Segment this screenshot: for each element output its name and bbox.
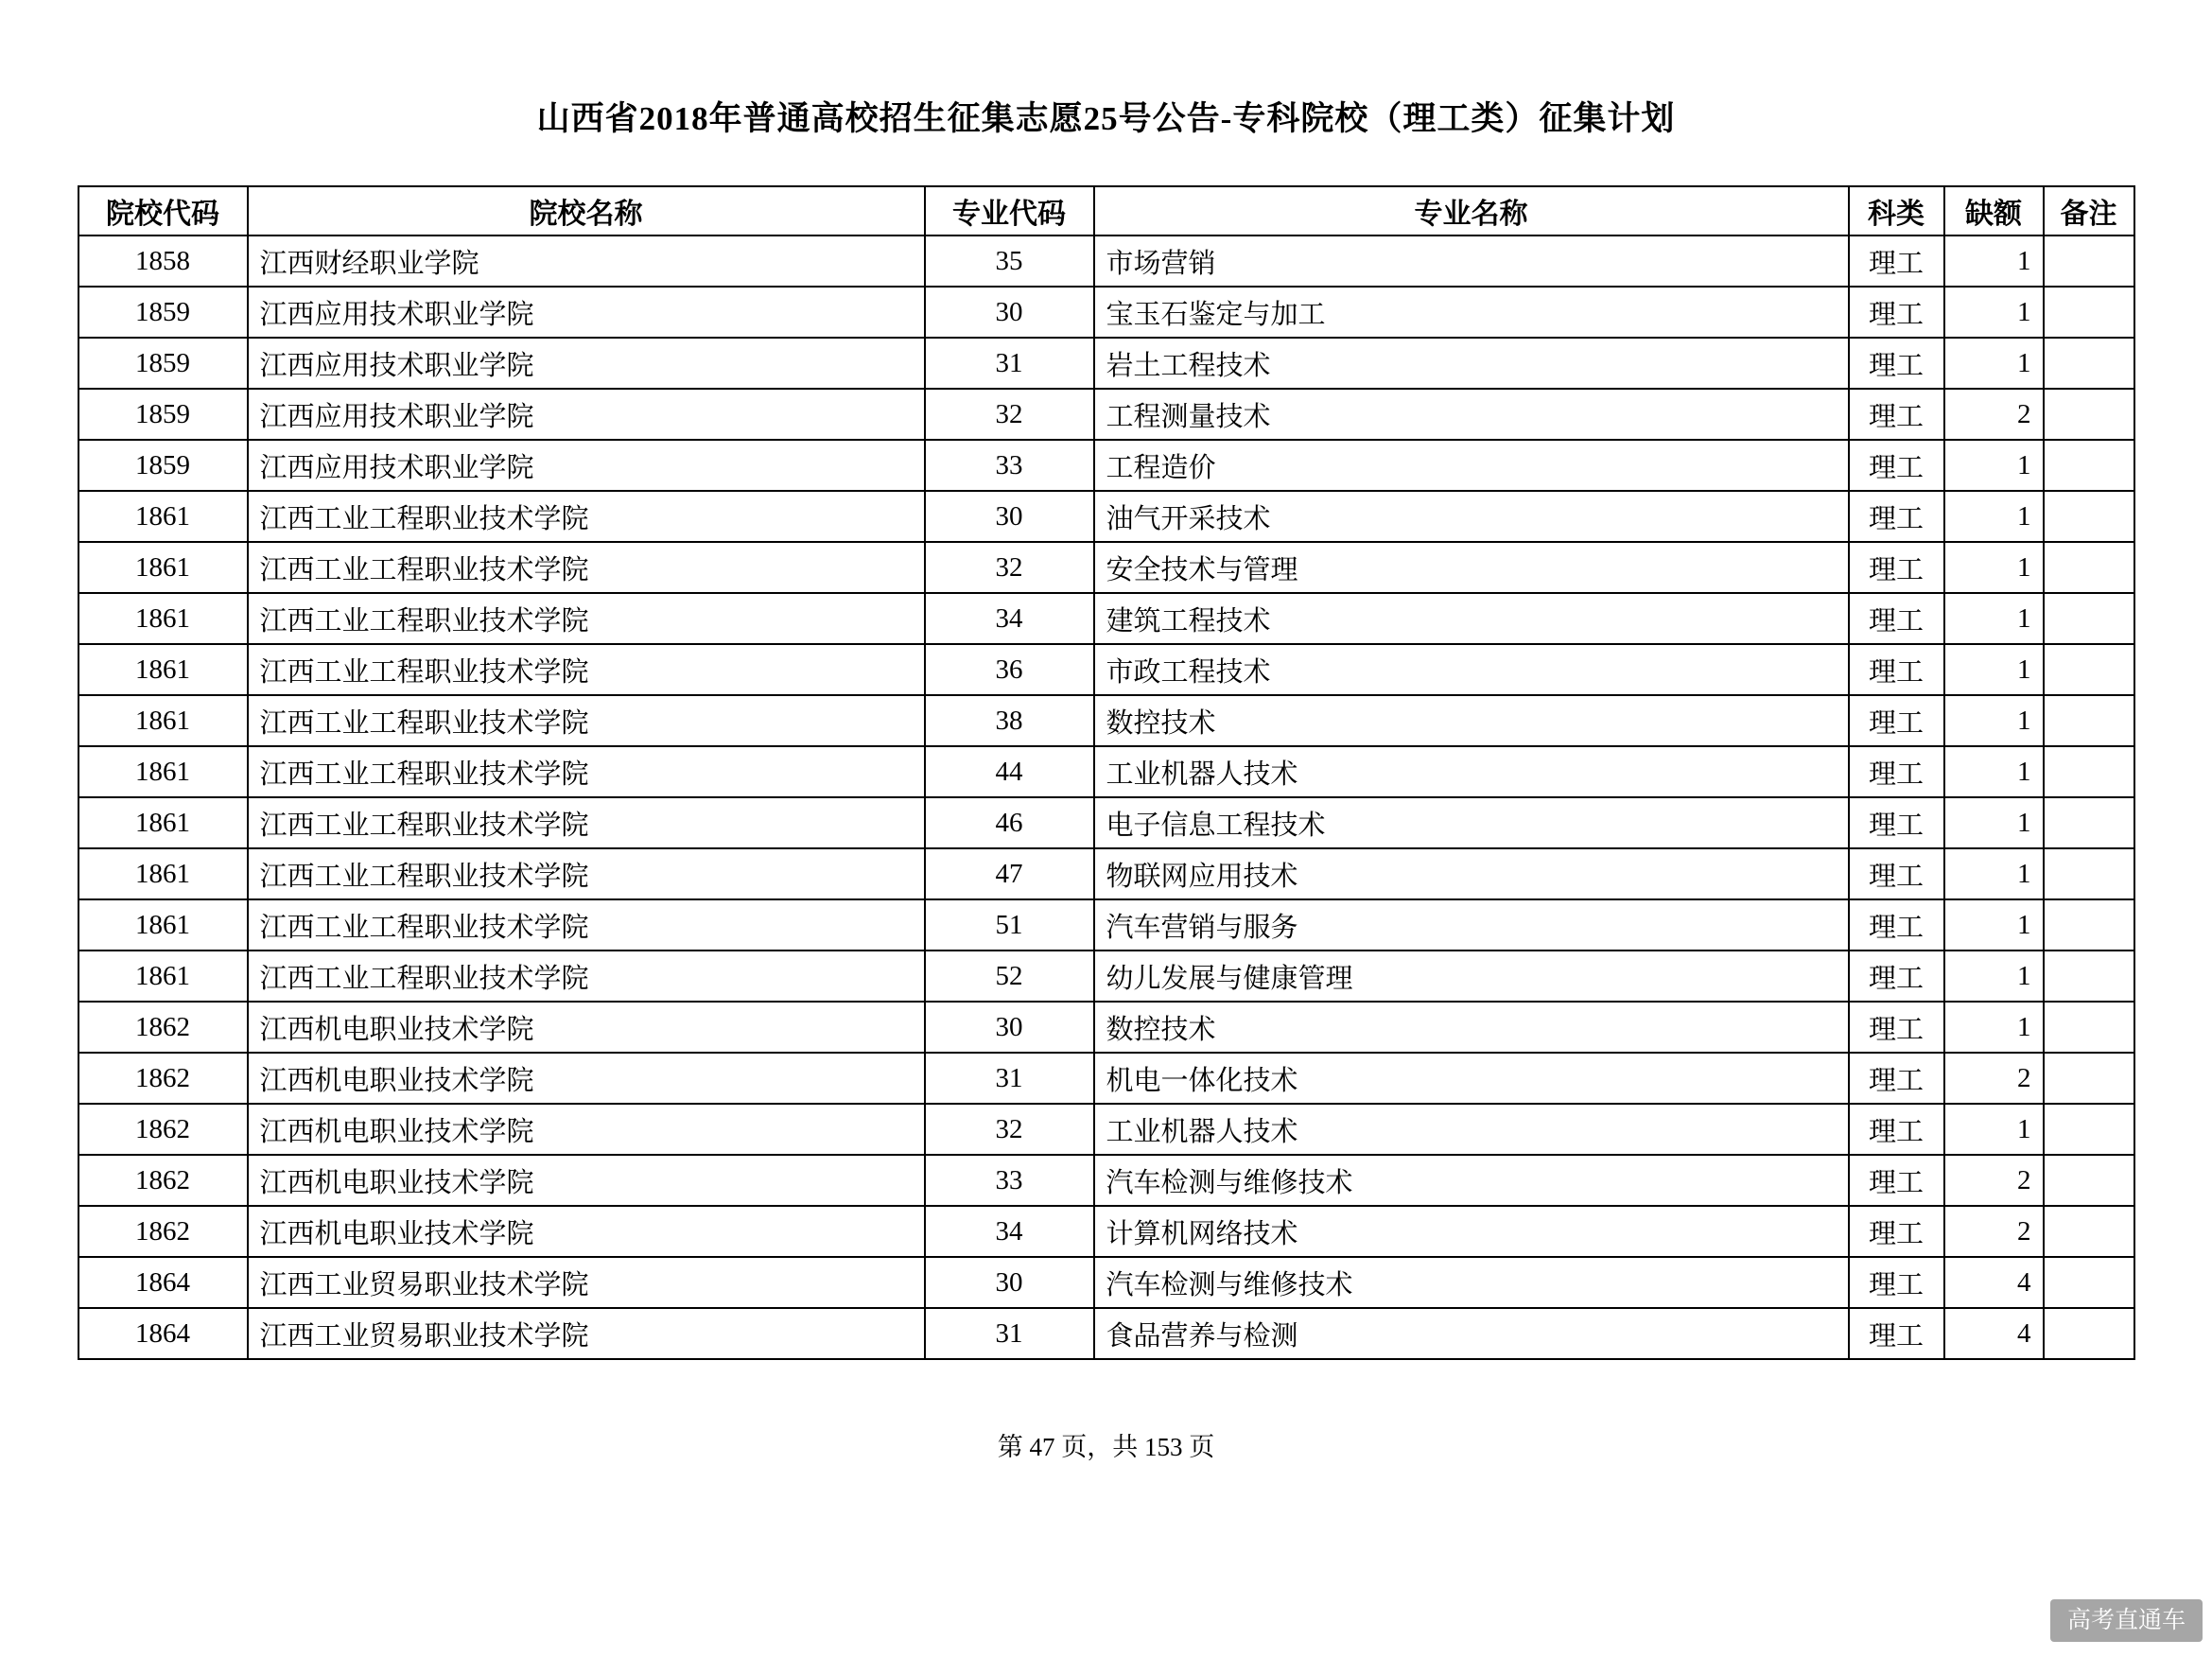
subject-category-cell: 理工 <box>1849 542 1944 593</box>
remark-cell <box>2044 440 2134 491</box>
college-name-cell: 江西应用技术职业学院 <box>248 287 925 338</box>
remark-cell <box>2044 542 2134 593</box>
college-code-cell: 1859 <box>78 287 248 338</box>
major-code-cell: 44 <box>925 746 1094 797</box>
college-code-cell: 1859 <box>78 440 248 491</box>
major-name-cell: 汽车检测与维修技术 <box>1094 1155 1849 1206</box>
page-number: 第 47 页，共 153 页 <box>997 1433 1215 1461</box>
major-code-cell: 30 <box>925 1002 1094 1053</box>
subject-category-cell: 理工 <box>1849 1257 1944 1308</box>
major-name-cell: 幼儿发展与健康管理 <box>1094 951 1849 1002</box>
college-code-cell: 1862 <box>78 1053 248 1104</box>
table-header <box>78 186 2134 235</box>
col-header-vacancy: 缺额 <box>1944 186 2044 235</box>
subject-category-cell: 理工 <box>1849 389 1944 440</box>
subject-category-cell: 理工 <box>1849 1002 1944 1053</box>
table-row <box>78 899 2134 951</box>
remark-cell <box>2044 1002 2134 1053</box>
remark-cell <box>2044 389 2134 440</box>
table-row <box>78 235 2134 287</box>
college-name-cell: 江西工业工程职业技术学院 <box>248 593 925 644</box>
college-name-cell: 江西机电职业技术学院 <box>248 1002 925 1053</box>
major-name-cell: 汽车检测与维修技术 <box>1094 1257 1849 1308</box>
college-name-cell: 江西工业工程职业技术学院 <box>248 746 925 797</box>
major-code-cell: 35 <box>925 235 1094 287</box>
vacancy-cell: 1 <box>1944 1002 2044 1053</box>
vacancy-cell: 1 <box>1944 593 2044 644</box>
header-row <box>78 186 2134 235</box>
table-row <box>78 695 2134 746</box>
remark-cell <box>2044 338 2134 389</box>
college-code-cell: 1861 <box>78 542 248 593</box>
major-name-cell: 汽车营销与服务 <box>1094 899 1849 951</box>
major-name-cell: 市场营销 <box>1094 235 1849 287</box>
subject-category-cell: 理工 <box>1849 338 1944 389</box>
remark-cell <box>2044 1257 2134 1308</box>
subject-category-cell: 理工 <box>1849 491 1944 542</box>
college-code-cell: 1861 <box>78 951 248 1002</box>
major-name-cell: 数控技术 <box>1094 1002 1849 1053</box>
vacancy-cell: 1 <box>1944 797 2044 848</box>
college-name-cell: 江西工业工程职业技术学院 <box>248 848 925 899</box>
college-code-cell: 1861 <box>78 746 248 797</box>
college-code-cell: 1861 <box>78 644 248 695</box>
college-name-cell: 江西工业工程职业技术学院 <box>248 491 925 542</box>
major-code-cell: 31 <box>925 1053 1094 1104</box>
table-row <box>78 1053 2134 1104</box>
vacancy-cell: 1 <box>1944 338 2044 389</box>
college-name-cell: 江西机电职业技术学院 <box>248 1053 925 1104</box>
college-code-cell: 1861 <box>78 695 248 746</box>
vacancy-cell: 1 <box>1944 644 2044 695</box>
college-name-cell: 江西工业工程职业技术学院 <box>248 695 925 746</box>
college-code-cell: 1862 <box>78 1104 248 1155</box>
major-name-cell: 市政工程技术 <box>1094 644 1849 695</box>
remark-cell <box>2044 695 2134 746</box>
college-code-cell: 1864 <box>78 1257 248 1308</box>
college-code-cell: 1858 <box>78 235 248 287</box>
major-code-cell: 30 <box>925 491 1094 542</box>
major-code-cell: 36 <box>925 644 1094 695</box>
remark-cell <box>2044 848 2134 899</box>
major-name-cell: 油气开采技术 <box>1094 491 1849 542</box>
major-name-cell: 安全技术与管理 <box>1094 542 1849 593</box>
major-name-cell: 机电一体化技术 <box>1094 1053 1849 1104</box>
college-name-cell: 江西工业贸易职业技术学院 <box>248 1257 925 1308</box>
major-code-cell: 32 <box>925 1104 1094 1155</box>
major-name-cell: 工业机器人技术 <box>1094 746 1849 797</box>
col-header-subject-category: 科类 <box>1849 186 1944 235</box>
col-header-college-name: 院校名称 <box>248 186 925 235</box>
major-name-cell: 建筑工程技术 <box>1094 593 1849 644</box>
subject-category-cell: 理工 <box>1849 899 1944 951</box>
subject-category-cell: 理工 <box>1849 951 1944 1002</box>
major-code-cell: 30 <box>925 287 1094 338</box>
subject-category-cell: 理工 <box>1849 746 1944 797</box>
subject-category-cell: 理工 <box>1849 235 1944 287</box>
remark-cell <box>2044 235 2134 287</box>
college-code-cell: 1864 <box>78 1308 248 1359</box>
remark-cell <box>2044 1053 2134 1104</box>
major-code-cell: 51 <box>925 899 1094 951</box>
vacancy-cell: 1 <box>1944 542 2044 593</box>
remark-cell <box>2044 287 2134 338</box>
table-row <box>78 389 2134 440</box>
major-code-cell: 31 <box>925 338 1094 389</box>
subject-category-cell: 理工 <box>1849 1053 1944 1104</box>
table-body <box>78 235 2134 1359</box>
page-title: 山西省2018年普通高校招生征集志愿25号公告-专科院校（理工类）征集计划 <box>536 100 1676 137</box>
subject-category-cell: 理工 <box>1849 1155 1944 1206</box>
remark-cell <box>2044 951 2134 1002</box>
subject-category-cell: 理工 <box>1849 644 1944 695</box>
vacancy-cell: 1 <box>1944 848 2044 899</box>
college-name-cell: 江西应用技术职业学院 <box>248 389 925 440</box>
vacancy-cell: 1 <box>1944 491 2044 542</box>
college-code-cell: 1862 <box>78 1155 248 1206</box>
major-code-cell: 31 <box>925 1308 1094 1359</box>
remark-cell <box>2044 644 2134 695</box>
vacancy-cell: 1 <box>1944 1104 2044 1155</box>
vacancy-cell: 1 <box>1944 440 2044 491</box>
major-code-cell: 33 <box>925 440 1094 491</box>
major-code-cell: 32 <box>925 542 1094 593</box>
subject-category-cell: 理工 <box>1849 848 1944 899</box>
major-name-cell: 工程造价 <box>1094 440 1849 491</box>
table-row <box>78 1155 2134 1206</box>
vacancy-cell: 2 <box>1944 1206 2044 1257</box>
subject-category-cell: 理工 <box>1849 1206 1944 1257</box>
watermark-badge: 高考直通车 <box>2050 1599 2203 1642</box>
remark-cell <box>2044 746 2134 797</box>
table-row <box>78 593 2134 644</box>
subject-category-cell: 理工 <box>1849 797 1944 848</box>
college-name-cell: 江西机电职业技术学院 <box>248 1155 925 1206</box>
college-code-cell: 1859 <box>78 338 248 389</box>
col-header-college-code: 院校代码 <box>78 186 248 235</box>
vacancy-cell: 1 <box>1944 287 2044 338</box>
major-code-cell: 33 <box>925 1155 1094 1206</box>
college-name-cell: 江西财经职业学院 <box>248 235 925 287</box>
table-row <box>78 1308 2134 1359</box>
college-code-cell: 1861 <box>78 899 248 951</box>
remark-cell <box>2044 1104 2134 1155</box>
table-row <box>78 1206 2134 1257</box>
table-row <box>78 440 2134 491</box>
table-row <box>78 542 2134 593</box>
major-name-cell: 数控技术 <box>1094 695 1849 746</box>
admission-table <box>78 185 2135 1360</box>
college-name-cell: 江西工业工程职业技术学院 <box>248 644 925 695</box>
college-name-cell: 江西工业工程职业技术学院 <box>248 542 925 593</box>
major-name-cell: 工业机器人技术 <box>1094 1104 1849 1155</box>
college-code-cell: 1862 <box>78 1002 248 1053</box>
vacancy-cell: 1 <box>1944 235 2044 287</box>
subject-category-cell: 理工 <box>1849 695 1944 746</box>
major-code-cell: 32 <box>925 389 1094 440</box>
subject-category-cell: 理工 <box>1849 1308 1944 1359</box>
vacancy-cell: 1 <box>1944 951 2044 1002</box>
table-row <box>78 848 2134 899</box>
major-code-cell: 46 <box>925 797 1094 848</box>
table-row <box>78 1002 2134 1053</box>
remark-cell <box>2044 491 2134 542</box>
college-name-cell: 江西工业工程职业技术学院 <box>248 797 925 848</box>
subject-category-cell: 理工 <box>1849 287 1944 338</box>
table-row <box>78 491 2134 542</box>
vacancy-cell: 2 <box>1944 1053 2044 1104</box>
vacancy-cell: 2 <box>1944 1155 2044 1206</box>
vacancy-cell: 1 <box>1944 746 2044 797</box>
vacancy-cell: 4 <box>1944 1308 2044 1359</box>
subject-category-cell: 理工 <box>1849 1104 1944 1155</box>
college-name-cell: 江西机电职业技术学院 <box>248 1206 925 1257</box>
subject-category-cell: 理工 <box>1849 593 1944 644</box>
table-row <box>78 746 2134 797</box>
remark-cell <box>2044 797 2134 848</box>
college-code-cell: 1861 <box>78 491 248 542</box>
college-code-cell: 1859 <box>78 389 248 440</box>
table-row <box>78 287 2134 338</box>
table-row <box>78 951 2134 1002</box>
major-code-cell: 34 <box>925 593 1094 644</box>
college-name-cell: 江西工业工程职业技术学院 <box>248 951 925 1002</box>
col-header-major-code: 专业代码 <box>925 186 1094 235</box>
remark-cell <box>2044 1308 2134 1359</box>
major-code-cell: 38 <box>925 695 1094 746</box>
major-name-cell: 食品营养与检测 <box>1094 1308 1849 1359</box>
document-page <box>0 93 2212 1657</box>
college-code-cell: 1861 <box>78 593 248 644</box>
table-row <box>78 1104 2134 1155</box>
major-name-cell: 工程测量技术 <box>1094 389 1849 440</box>
college-name-cell: 江西工业贸易职业技术学院 <box>248 1308 925 1359</box>
major-code-cell: 34 <box>925 1206 1094 1257</box>
col-header-major-name: 专业名称 <box>1094 186 1849 235</box>
remark-cell <box>2044 1206 2134 1257</box>
college-name-cell: 江西应用技术职业学院 <box>248 440 925 491</box>
table-row <box>78 338 2134 389</box>
college-name-cell: 江西应用技术职业学院 <box>248 338 925 389</box>
remark-cell <box>2044 899 2134 951</box>
major-code-cell: 47 <box>925 848 1094 899</box>
major-name-cell: 电子信息工程技术 <box>1094 797 1849 848</box>
col-header-remark: 备注 <box>2044 186 2134 235</box>
vacancy-cell: 2 <box>1944 389 2044 440</box>
college-code-cell: 1861 <box>78 797 248 848</box>
major-name-cell: 计算机网络技术 <box>1094 1206 1849 1257</box>
vacancy-cell: 4 <box>1944 1257 2044 1308</box>
major-name-cell: 岩土工程技术 <box>1094 338 1849 389</box>
college-code-cell: 1861 <box>78 848 248 899</box>
vacancy-cell: 1 <box>1944 899 2044 951</box>
college-name-cell: 江西工业工程职业技术学院 <box>248 899 925 951</box>
subject-category-cell: 理工 <box>1849 440 1944 491</box>
major-name-cell: 物联网应用技术 <box>1094 848 1849 899</box>
table-row <box>78 797 2134 848</box>
major-code-cell: 30 <box>925 1257 1094 1308</box>
vacancy-cell: 1 <box>1944 695 2044 746</box>
remark-cell <box>2044 1155 2134 1206</box>
remark-cell <box>2044 593 2134 644</box>
college-name-cell: 江西机电职业技术学院 <box>248 1104 925 1155</box>
table-row <box>78 644 2134 695</box>
major-name-cell: 宝玉石鉴定与加工 <box>1094 287 1849 338</box>
table-row <box>78 1257 2134 1308</box>
college-code-cell: 1862 <box>78 1206 248 1257</box>
major-code-cell: 52 <box>925 951 1094 1002</box>
